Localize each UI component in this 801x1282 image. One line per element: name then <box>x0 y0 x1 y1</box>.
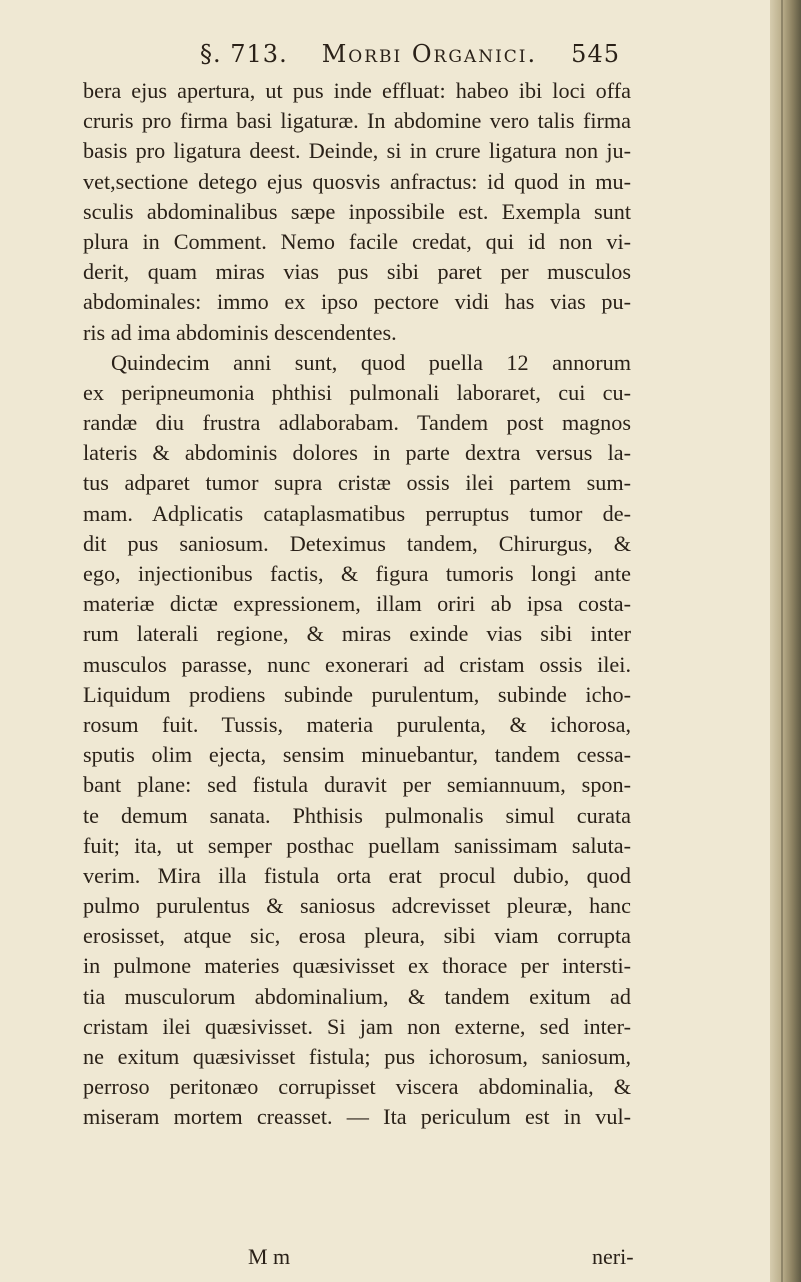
text-line: miseram mortem creasset. — Ita periculum est in vul- <box>83 1104 631 1130</box>
text-line: musculos parasse, nunc exonerari ad cristam ossis ilei. <box>83 651 631 677</box>
text-line: vet,sectione detego ejus quosvis anfractus: id quod in mu- <box>83 168 631 194</box>
text-line: Liquidum prodiens subinde purulentum, subinde icho- <box>83 681 631 707</box>
text-line: verim. Mira illa fistula orta erat procul dubio, quod <box>83 862 631 888</box>
text-line: bera ejus apertura, ut pus inde effluat: habeo ibi loci offa <box>83 78 631 103</box>
text-line: in pulmone materies quæsivisset ex thorace per intersti- <box>83 953 631 979</box>
text-line: sputis olim ejecta, sensim minuebantur, tandem cessa- <box>83 742 631 768</box>
signature-mark: M m <box>248 1244 291 1269</box>
text-line: derit, quam miras vias pus sibi paret per musculos <box>83 259 631 285</box>
catchword: neri- <box>592 1244 634 1269</box>
running-header <box>200 40 620 68</box>
text-line: randæ diu frustra adlaborabam. Tandem post magnos <box>83 410 631 436</box>
text-line: abdominales: immo ex ipso pectore vidi has vias pu- <box>83 289 631 315</box>
text-line: rosum fuit. Tussis, materia purulenta, & ichorosa, <box>83 711 631 737</box>
running-title: Morbi Organici. <box>321 40 538 68</box>
text-line: tia musculorum abdominalium, & tandem exitum ad <box>83 983 631 1009</box>
page-number: 545 <box>571 40 620 68</box>
text-line: te demum sanata. Phthisis pulmonalis simul curata <box>83 802 631 828</box>
text-line: dit pus saniosum. Deteximus tandem, Chirurgus, & <box>83 530 631 556</box>
text-line: tus adparet tumor supra cristæ ossis ilei partem sum- <box>83 470 631 496</box>
text-line: basis pro ligatura deest. Deinde, si in crure ligatura non ju- <box>83 138 631 164</box>
text-line: ne exitum quæsivisset fistula; pus ichorosum, saniosum, <box>83 1044 631 1069</box>
text-line: perroso peritonæo corrupisset viscera abdominalia, & <box>83 1074 631 1100</box>
text-line: bant plane: sed fistula duravit per semiannuum, spon- <box>83 772 631 798</box>
text-line: cristam ilei quæsivisset. Si jam non externe, sed inter- <box>83 1013 631 1039</box>
text-line: sculis abdominalibus sæpe inpossibile est. Exempla sunt <box>83 198 631 224</box>
text-line: rum laterali regione, & miras exinde vias sibi inter <box>83 621 631 647</box>
text-line: ris ad ima abdominis descendentes. <box>83 319 397 345</box>
text-line: ex peripneumonia phthisi pulmonali laboraret, cui cu- <box>83 379 631 405</box>
paragraph-start-line: Quindecim anni sunt, quod puella 12 annorum <box>111 349 631 375</box>
section-number: §. 713. <box>200 40 288 68</box>
text-line: materiæ dictæ expressionem, illam oriri ab ipsa costa- <box>83 591 631 617</box>
text-line: lateris & abdominis dolores in parte dextra versus la- <box>83 440 631 466</box>
text-line: ego, injectionibus factis, & figura tumoris longi ante <box>83 561 631 586</box>
text-line: mam. Adplicatis cataplasmatibus perruptus tumor de- <box>83 500 631 526</box>
text-line: plura in Comment. Nemo facile credat, qui id non vi- <box>83 228 631 254</box>
text-line: cruris pro firma basi ligaturæ. In abdomine vero talis firma <box>83 108 631 134</box>
body-text <box>83 76 631 1133</box>
text-line: erosisset, atque sic, erosa pleura, sibi viam corrupta <box>83 923 631 949</box>
binding-line <box>781 0 783 1282</box>
text-line: pulmo purulentus & saniosus adcrevisset pleuræ, hanc <box>83 893 631 919</box>
page-edge-shadow <box>770 0 801 1282</box>
text-line: fuit; ita, ut semper posthac puellam sanissimam saluta- <box>83 832 631 858</box>
